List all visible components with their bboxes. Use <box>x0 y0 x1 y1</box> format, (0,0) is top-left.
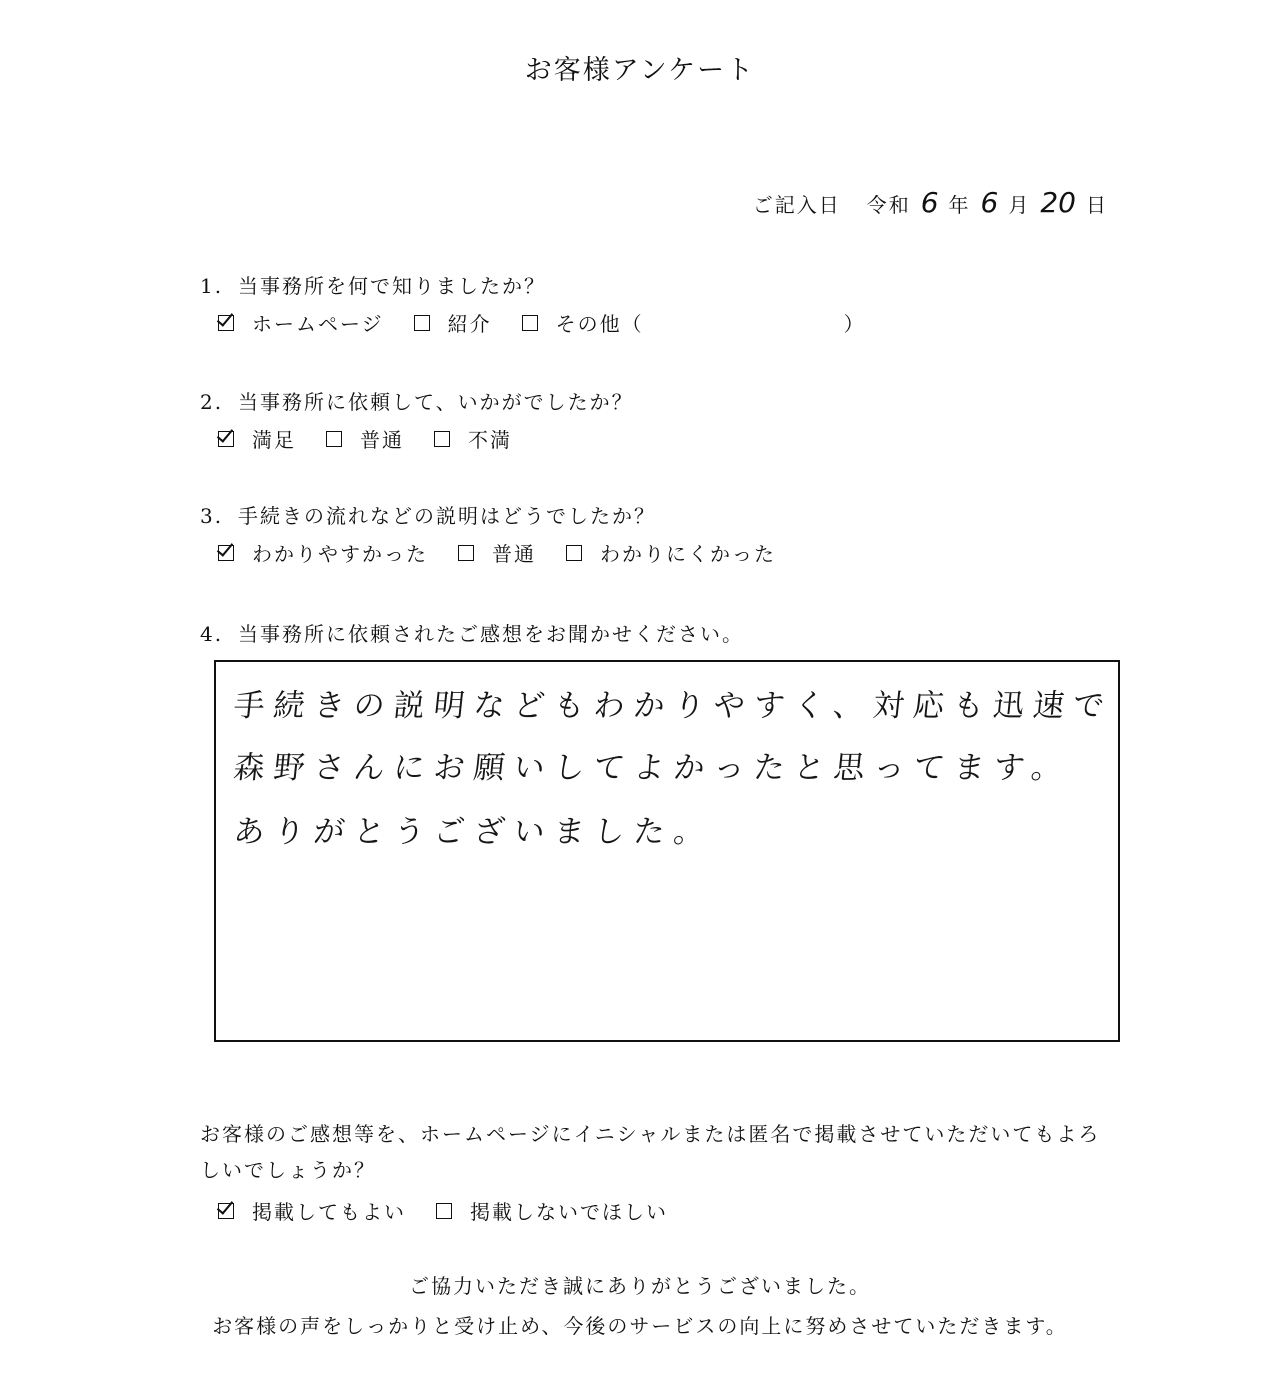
checkbox[interactable] <box>566 545 582 561</box>
question-number: 2. <box>200 390 224 414</box>
option-publish-no[interactable] <box>436 1196 668 1225</box>
comment-line-1: 手続きの説明などもわかりやすく、対応も迅速で <box>231 688 1115 724</box>
option-other[interactable] <box>522 308 866 337</box>
option-label: 紹介 <box>447 312 492 336</box>
option-easy[interactable] <box>218 538 428 567</box>
option-dissatisfied[interactable] <box>434 424 512 453</box>
date-month-value[interactable]: 6 <box>980 186 999 219</box>
date-day-value[interactable]: 20 <box>1040 186 1076 219</box>
footer-message: お客様の声をしっかりと受け止め、今後のサービスの向上に努めさせていただきます。 <box>212 1314 1068 1338</box>
option-referral[interactable] <box>414 308 492 337</box>
checkbox[interactable] <box>326 431 342 447</box>
option-label: わかりやすかった <box>252 542 428 566</box>
question-1-options <box>218 308 896 337</box>
option-publish-ok[interactable] <box>218 1196 406 1225</box>
checkbox-checked[interactable] <box>218 315 234 331</box>
date-year-unit: 年 <box>948 193 971 217</box>
question-2 <box>200 386 634 415</box>
checkbox-checked[interactable] <box>218 1203 234 1219</box>
date-label: ご記入日 <box>752 193 841 217</box>
question-text: 当事務所に依頼して、いかがでしたか？ <box>238 390 634 414</box>
question-2-options <box>218 424 542 453</box>
checkbox-checked[interactable] <box>218 545 234 561</box>
option-homepage[interactable] <box>218 308 384 337</box>
date-month-unit: 月 <box>1008 193 1031 217</box>
consent-options <box>218 1196 698 1225</box>
option-satisfied[interactable] <box>218 424 296 453</box>
option-label: ホームページ <box>252 312 384 336</box>
option-label: 満足 <box>252 428 296 452</box>
question-1 <box>200 270 546 299</box>
consent-question: お客様のご感想等を、ホームページにイニシャルまたは匿名で掲載させていただいてもよろしいでしょうか？ <box>200 1122 1101 1182</box>
question-number: 3. <box>200 504 224 528</box>
other-close-paren: ） <box>843 312 866 336</box>
question-number: 4. <box>200 622 224 646</box>
question-4 <box>200 618 744 647</box>
option-label: 普通 <box>492 542 536 566</box>
question-text: 当事務所に依頼されたご感想をお聞かせください。 <box>238 622 744 646</box>
option-label: 掲載してもよい <box>252 1200 406 1224</box>
checkbox[interactable] <box>522 315 538 331</box>
option-label: わかりにくかった <box>600 542 776 566</box>
checkbox[interactable] <box>436 1203 452 1219</box>
option-normal[interactable] <box>326 424 404 453</box>
comment-line-2: 森野さんにお願いしてよかったと思ってます。 <box>231 750 1074 786</box>
checkbox-checked[interactable] <box>218 431 234 447</box>
option-label: 普通 <box>360 428 404 452</box>
option-normal[interactable] <box>458 538 536 567</box>
date-year-value[interactable]: 6 <box>920 186 939 219</box>
date-day-unit: 日 <box>1086 193 1108 217</box>
footer-thanks: ご協力いただき誠にありがとうございました。 <box>409 1274 871 1298</box>
date-entry <box>753 186 1108 219</box>
page-title: お客様アンケート <box>524 55 756 86</box>
option-label: 不満 <box>468 428 512 452</box>
question-text: 当事務所を何で知りましたか？ <box>238 274 546 298</box>
checkbox[interactable] <box>414 315 430 331</box>
comment-line-3: ありがとうございました。 <box>231 814 716 850</box>
question-number: 1. <box>200 274 224 298</box>
option-label: 掲載しないでほしい <box>470 1200 668 1224</box>
option-hard[interactable] <box>566 538 776 567</box>
question-text: 手続きの流れなどの説明はどうでしたか？ <box>238 504 656 528</box>
question-3 <box>200 500 656 529</box>
question-3-options <box>218 538 806 567</box>
date-era: 令和 <box>866 193 911 217</box>
option-label: その他（ <box>555 312 644 336</box>
checkbox[interactable] <box>458 545 474 561</box>
checkbox[interactable] <box>434 431 450 447</box>
